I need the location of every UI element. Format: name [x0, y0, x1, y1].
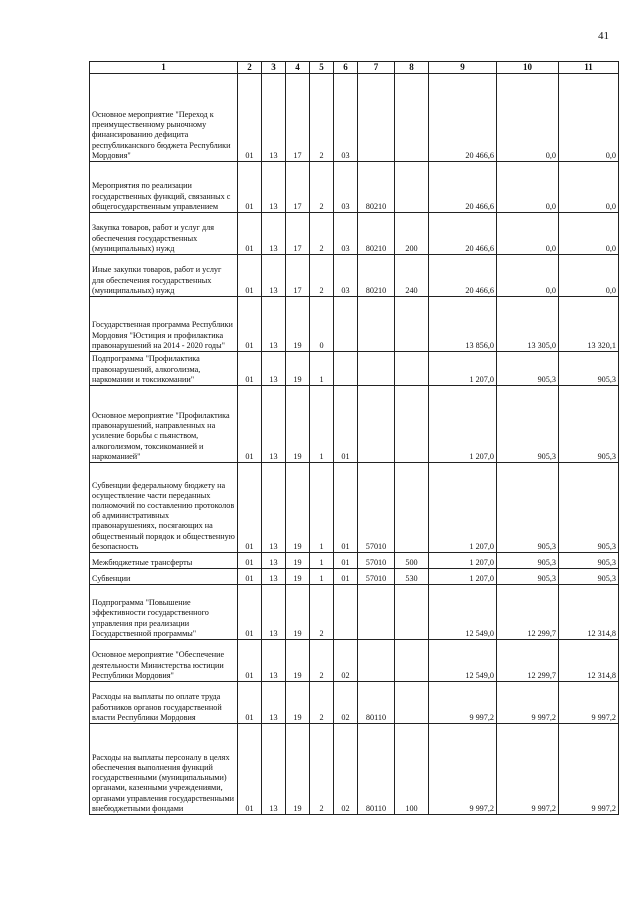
code-program: 19 [286, 682, 310, 724]
code-section: 01 [238, 352, 262, 386]
code-measure: 01 [334, 569, 358, 585]
code-direction: 80110 [358, 682, 395, 724]
amount-year-2: 0,0 [497, 255, 559, 297]
code-expense-type [395, 682, 429, 724]
amount-year-2: 9 997,2 [497, 682, 559, 724]
code-subprogram: 2 [310, 162, 334, 213]
code-subsection: 13 [262, 213, 286, 255]
code-program: 19 [286, 585, 310, 640]
code-section: 01 [238, 724, 262, 815]
code-subprogram: 2 [310, 255, 334, 297]
amount-year-3: 13 320,1 [559, 297, 619, 352]
code-expense-type [395, 352, 429, 386]
code-subsection: 13 [262, 553, 286, 569]
table-row [90, 386, 619, 463]
row-name: Подпрограмма "Профилактика правонарушений, алкоголизма, наркомании и токсикомании" [90, 352, 238, 386]
code-expense-type [395, 463, 429, 553]
code-measure [334, 585, 358, 640]
amount-year-3: 0,0 [559, 255, 619, 297]
code-section: 01 [238, 569, 262, 585]
amount-year-2: 905,3 [497, 352, 559, 386]
code-subsection: 13 [262, 569, 286, 585]
code-program: 19 [286, 724, 310, 815]
code-subsection: 13 [262, 352, 286, 386]
code-program: 19 [286, 553, 310, 569]
row-name: Государственная программа Республики Мордовия "Юстиция и профилактика правонарушений на 2014 - 2020 годы" [90, 297, 238, 352]
table-row [90, 213, 619, 255]
code-subprogram: 2 [310, 74, 334, 162]
code-subsection: 13 [262, 682, 286, 724]
code-section: 01 [238, 682, 262, 724]
row-name: Расходы на выплаты персоналу в целях обеспечения выполнения функций государственными (муниципальными) органами, казенными учреждениями, органами управления государственными внебюджетными фондами [90, 724, 238, 815]
code-subprogram: 1 [310, 463, 334, 553]
code-direction: 80210 [358, 213, 395, 255]
amount-year-3: 12 314,8 [559, 585, 619, 640]
page-number: 41 [598, 30, 609, 42]
code-program: 17 [286, 74, 310, 162]
amount-year-1: 1 207,0 [429, 352, 497, 386]
amount-year-3: 9 997,2 [559, 682, 619, 724]
amount-year-2: 12 299,7 [497, 640, 559, 682]
table-row [90, 255, 619, 297]
column-header-4: 4 [286, 62, 310, 74]
code-subsection: 13 [262, 162, 286, 213]
code-subsection: 13 [262, 724, 286, 815]
code-section: 01 [238, 386, 262, 463]
code-measure: 02 [334, 724, 358, 815]
code-direction [358, 74, 395, 162]
row-name: Иные закупки товаров, работ и услуг для обеспечения государственных (муниципальных) нужд [90, 255, 238, 297]
amount-year-3: 0,0 [559, 213, 619, 255]
amount-year-1: 13 856,0 [429, 297, 497, 352]
amount-year-3: 905,3 [559, 463, 619, 553]
code-expense-type [395, 640, 429, 682]
column-header-11: 11 [559, 62, 619, 74]
amount-year-2: 905,3 [497, 386, 559, 463]
code-subsection: 13 [262, 297, 286, 352]
amount-year-1: 1 207,0 [429, 569, 497, 585]
row-name: Субвенции [90, 569, 238, 585]
code-program: 19 [286, 463, 310, 553]
amount-year-2: 13 305,0 [497, 297, 559, 352]
table-row [90, 162, 619, 213]
code-direction [358, 297, 395, 352]
code-expense-type [395, 74, 429, 162]
amount-year-2: 0,0 [497, 213, 559, 255]
row-name: Основное мероприятие "Обеспечение деятельности Министерства юстиции Республики Мордовия" [90, 640, 238, 682]
amount-year-1: 12 549,0 [429, 640, 497, 682]
column-header-2: 2 [238, 62, 262, 74]
code-expense-type [395, 386, 429, 463]
table-row [90, 297, 619, 352]
table-row [90, 585, 619, 640]
amount-year-1: 1 207,0 [429, 386, 497, 463]
code-subsection: 13 [262, 585, 286, 640]
code-section: 01 [238, 162, 262, 213]
amount-year-3: 0,0 [559, 74, 619, 162]
code-expense-type: 530 [395, 569, 429, 585]
code-section: 01 [238, 255, 262, 297]
amount-year-2: 0,0 [497, 74, 559, 162]
code-expense-type [395, 297, 429, 352]
code-section: 01 [238, 553, 262, 569]
code-section: 01 [238, 463, 262, 553]
budget-table [89, 61, 619, 815]
code-subprogram: 0 [310, 297, 334, 352]
code-expense-type [395, 585, 429, 640]
column-header-7: 7 [358, 62, 395, 74]
code-subsection: 13 [262, 255, 286, 297]
code-program: 19 [286, 386, 310, 463]
row-name: Мероприятия по реализации государственных функций, связанных с общегосударственным управлением [90, 162, 238, 213]
code-section: 01 [238, 74, 262, 162]
code-measure: 03 [334, 255, 358, 297]
code-expense-type: 240 [395, 255, 429, 297]
row-name: Межбюджетные трансферты [90, 553, 238, 569]
code-subsection: 13 [262, 463, 286, 553]
table-body [90, 74, 619, 815]
code-subprogram: 1 [310, 386, 334, 463]
amount-year-2: 0,0 [497, 162, 559, 213]
table-row [90, 569, 619, 585]
code-measure: 02 [334, 682, 358, 724]
amount-year-1: 20 466,6 [429, 213, 497, 255]
code-expense-type: 100 [395, 724, 429, 815]
amount-year-2: 905,3 [497, 553, 559, 569]
code-subprogram: 2 [310, 585, 334, 640]
code-subsection: 13 [262, 386, 286, 463]
code-direction: 57010 [358, 463, 395, 553]
row-name: Подпрограмма "Повышение эффективности государственного управления при реализации Государственной программы" [90, 585, 238, 640]
code-measure: 03 [334, 162, 358, 213]
amount-year-1: 12 549,0 [429, 585, 497, 640]
code-subprogram: 1 [310, 553, 334, 569]
row-name: Субвенции федеральному бюджету на осуществление части переданных полномочий по составлению протоколов об административных правонарушениях, посягающих на общественный порядок и общественную безопасность [90, 463, 238, 553]
amount-year-1: 9 997,2 [429, 682, 497, 724]
amount-year-3: 905,3 [559, 553, 619, 569]
column-header-8: 8 [395, 62, 429, 74]
code-measure: 01 [334, 386, 358, 463]
code-subprogram: 1 [310, 352, 334, 386]
code-direction: 80210 [358, 162, 395, 213]
table-row [90, 682, 619, 724]
column-header-6: 6 [334, 62, 358, 74]
code-measure [334, 352, 358, 386]
row-name: Расходы на выплаты по оплате труда работников органов государственной власти Республики Мордовия [90, 682, 238, 724]
row-name: Закупка товаров, работ и услуг для обеспечения государственных (муниципальных) нужд [90, 213, 238, 255]
amount-year-3: 905,3 [559, 386, 619, 463]
code-subsection: 13 [262, 74, 286, 162]
code-program: 19 [286, 297, 310, 352]
amount-year-2: 9 997,2 [497, 724, 559, 815]
row-name: Основное мероприятие "Переход к преимущественному рыночному финансированию дефицита республиканского бюджета Республики Мордовия" [90, 74, 238, 162]
code-subprogram: 2 [310, 213, 334, 255]
code-program: 19 [286, 569, 310, 585]
table-row [90, 553, 619, 569]
amount-year-3: 0,0 [559, 162, 619, 213]
code-program: 19 [286, 640, 310, 682]
table-row [90, 352, 619, 386]
code-direction: 80210 [358, 255, 395, 297]
code-measure: 01 [334, 463, 358, 553]
amount-year-2: 12 299,7 [497, 585, 559, 640]
table-row [90, 463, 619, 553]
column-header-1: 1 [90, 62, 238, 74]
code-expense-type: 200 [395, 213, 429, 255]
column-header-10: 10 [497, 62, 559, 74]
code-subprogram: 2 [310, 640, 334, 682]
code-direction [358, 386, 395, 463]
code-measure [334, 297, 358, 352]
table-row [90, 640, 619, 682]
code-measure: 03 [334, 213, 358, 255]
code-section: 01 [238, 585, 262, 640]
amount-year-1: 1 207,0 [429, 463, 497, 553]
code-subsection: 13 [262, 640, 286, 682]
amount-year-1: 20 466,6 [429, 255, 497, 297]
amount-year-3: 905,3 [559, 352, 619, 386]
code-program: 19 [286, 352, 310, 386]
code-expense-type: 500 [395, 553, 429, 569]
code-section: 01 [238, 213, 262, 255]
code-subprogram: 2 [310, 724, 334, 815]
code-measure: 02 [334, 640, 358, 682]
code-direction: 80110 [358, 724, 395, 815]
code-subprogram: 2 [310, 682, 334, 724]
code-measure: 01 [334, 553, 358, 569]
code-direction [358, 640, 395, 682]
code-program: 17 [286, 213, 310, 255]
code-program: 17 [286, 162, 310, 213]
code-direction: 57010 [358, 569, 395, 585]
amount-year-2: 905,3 [497, 463, 559, 553]
amount-year-1: 20 466,6 [429, 162, 497, 213]
row-name: Основное мероприятие "Профилактика правонарушений, направленных на усиление борьбы с пьянством, алкоголизмом, токсикоманией и наркоманией" [90, 386, 238, 463]
code-section: 01 [238, 297, 262, 352]
code-subprogram: 1 [310, 569, 334, 585]
table-row [90, 724, 619, 815]
amount-year-3: 9 997,2 [559, 724, 619, 815]
code-direction [358, 352, 395, 386]
column-header-9: 9 [429, 62, 497, 74]
column-header-5: 5 [310, 62, 334, 74]
code-section: 01 [238, 640, 262, 682]
amount-year-1: 1 207,0 [429, 553, 497, 569]
amount-year-3: 905,3 [559, 569, 619, 585]
column-header-3: 3 [262, 62, 286, 74]
code-direction: 57010 [358, 553, 395, 569]
amount-year-2: 905,3 [497, 569, 559, 585]
table-row [90, 74, 619, 162]
code-measure: 03 [334, 74, 358, 162]
amount-year-1: 9 997,2 [429, 724, 497, 815]
code-expense-type [395, 162, 429, 213]
amount-year-3: 12 314,8 [559, 640, 619, 682]
amount-year-1: 20 466,6 [429, 74, 497, 162]
table-header-row [90, 62, 619, 74]
code-direction [358, 585, 395, 640]
code-program: 17 [286, 255, 310, 297]
